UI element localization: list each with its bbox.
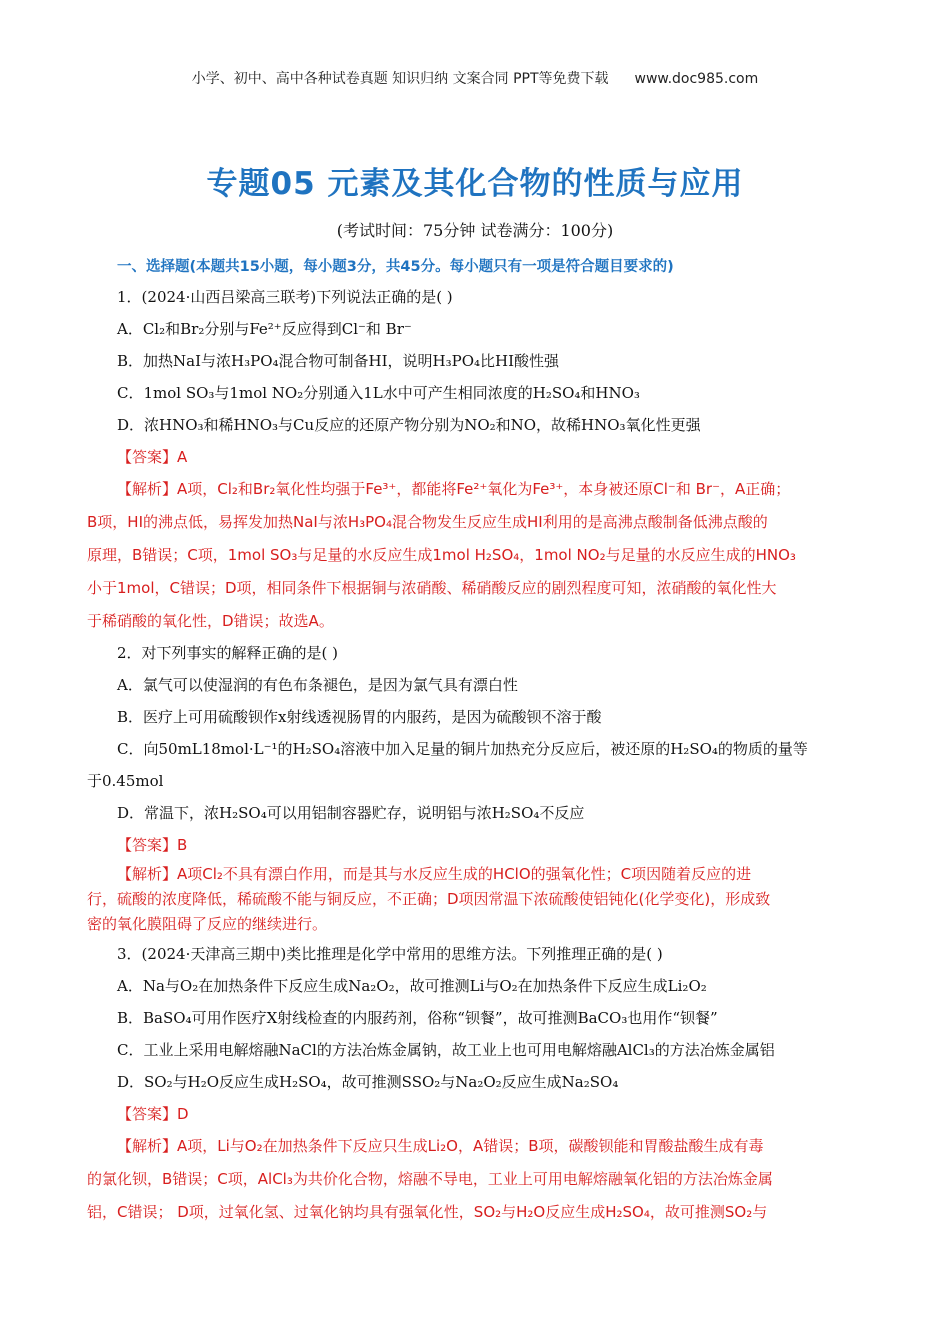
exam-meta: (考试时间：75分钟 试卷满分：100分): [336, 221, 614, 240]
question-2-answer: 【答案】B: [117, 836, 188, 854]
question-2-option-b: B．医疗上可用硫酸钡作x射线透视肠胃的内服药，是因为硫酸钡不溶于酸: [117, 708, 602, 726]
question-1-answer: 【答案】A: [117, 448, 188, 466]
question-3-explanation-line: 【解析】A项，Li与O₂在加热条件下反应只生成Li₂O，A错误；B项，碳酸钡能和胃酸盐酸生成有毒: [117, 1137, 764, 1155]
question-3-option-c: C．工业上采用电解熔融NaCl的方法冶炼金属钠，故工业上也可用电解熔融AlCl₃的方法冶炼金属铝: [117, 1041, 775, 1059]
question-3-explanation-line: 的氯化钡，B错误；C项，AlCl₃为共价化合物，熔融不导电，工业上可用电解熔融氧化铝的方法冶炼金属: [87, 1170, 773, 1188]
page-header: [0, 68, 950, 88]
question-1-option-d: D．浓HNO₃和稀HNO₃与Cu反应的还原产物分别为NO₂和NO，故稀HNO₃氧化性更强: [117, 416, 701, 434]
question-3-answer: 【答案】D: [117, 1105, 189, 1123]
question-1-option-a: A．Cl₂和Br₂分别与Fe²⁺反应得到Cl⁻和 Br⁻: [117, 320, 412, 338]
question-1-explanation-line: 原理，B错误；C项，1mol SO₃与足量的水反应生成1mol H₂SO₄，1mol NO₂与足量的水反应生成的HNO₃: [87, 546, 796, 564]
question-1-explanation-line: 小于1mol，C错误；D项，相同条件下根据铜与浓硝酸、稀硝酸反应的剧烈程度可知，浓硝酸的氧化性大: [87, 579, 777, 597]
question-1-option-b: B．加热NaI与浓H₃PO₄混合物可制备HI，说明H₃PO₄比HI酸性强: [117, 352, 560, 370]
question-3-option-d: D．SO₂与H₂O反应生成H₂SO₄，故可推测SSO₂与Na₂O₂反应生成Na₂SO₄: [117, 1073, 619, 1091]
question-2-explanation-line: 行，硫酸的浓度降低，稀硫酸不能与铜反应，不正确；D项因常温下浓硫酸使铝钝化(化学变化)，形成致: [87, 890, 771, 908]
section-heading: 一、选择题(本题共15小题，每小题3分，共45分。每小题只有一项是符合题目要求的): [117, 259, 674, 275]
question-3-option-a: A．Na与O₂在加热条件下反应生成Na₂O₂，故可推测Li与O₂在加热条件下反应生成Li₂O₂: [117, 977, 707, 995]
question-2-explanation-line: 【解析】A项Cl₂不具有漂白作用，而是其与水反应生成的HClO的强氧化性；C项因随着反应的进: [117, 865, 752, 883]
question-3-explanation-line: 铝，C错误； D项，过氧化氢、过氧化钠均具有强氧化性，SO₂与H₂O反应生成H₂SO₄，故可推测SO₂与: [87, 1203, 768, 1221]
question-1-stem: 1．(2024·山西吕梁高三联考)下列说法正确的是( ): [117, 288, 453, 306]
question-1-explanation-line: B项，HI的沸点低，易挥发加热NaI与浓H₃PO₄混合物发生反应生成HI利用的是高沸点酸制备低沸点酸的: [87, 513, 768, 531]
question-2-option-c-continued: 于0.45mol: [87, 772, 164, 790]
question-2-stem: 2．对下列事实的解释正确的是( ): [117, 644, 339, 662]
question-3-stem: 3．(2024·天津高三期中)类比推理是化学中常用的思维方法。下列推理正确的是( ): [117, 945, 663, 963]
question-3-option-b: B．BaSO₄可用作医疗X射线检查的内服药剂，俗称“钡餐”，故可推测BaCO₃也用作“钡餐”: [117, 1009, 718, 1027]
document-title: 专题05 元素及其化合物的性质与应用: [206, 166, 744, 202]
question-2-option-c: C．向50mL18mol·L⁻¹的H₂SO₄溶液中加入足量的铜片加热充分反应后，被还原的H₂SO₄的物质的量等: [117, 740, 808, 758]
question-1-option-c: C．1mol SO₃与1mol NO₂分别通入1L水中可产生相同浓度的H₂SO₄和HNO₃: [117, 384, 640, 402]
question-2-option-a: A．氯气可以使湿润的有色布条褪色，是因为氯气具有漂白性: [117, 676, 518, 694]
question-2-explanation-line: 密的氧化膜阻碍了反应的继续进行。: [87, 915, 328, 933]
question-1-explanation-line: 于稀硝酸的氧化性，D错误；故选A。: [87, 612, 334, 630]
header-site-link[interactable]: www.doc985.com: [634, 71, 759, 87]
question-2-option-d: D．常温下，浓H₂SO₄可以用铝制容器贮存，说明铝与浓H₂SO₄不反应: [117, 804, 585, 822]
header-text: 小学、初中、高中各种试卷真题 知识归纳 文案合同 PPT等免费下载: [191, 71, 609, 87]
question-1-explanation-line: 【解析】A项，Cl₂和Br₂氧化性均强于Fe³⁺，都能将Fe²⁺氧化为Fe³⁺，本身被还原Cl⁻和 Br⁻，A正确；: [117, 480, 791, 498]
